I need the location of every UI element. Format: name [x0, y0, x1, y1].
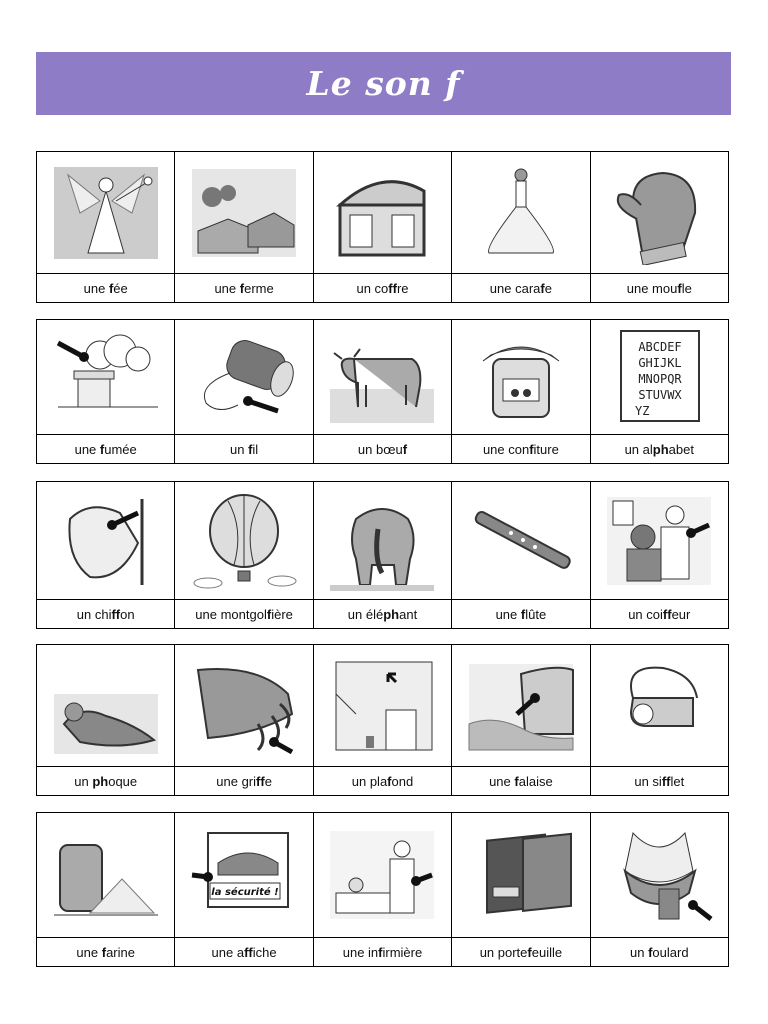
- hairdresser-icon: [603, 489, 715, 593]
- word-label: [37, 274, 174, 302]
- illustration: [314, 320, 451, 435]
- word-part: une gri: [216, 773, 257, 789]
- word-label: [452, 600, 589, 628]
- word-part: un porte: [479, 944, 528, 960]
- f-sound-letters: f: [514, 773, 519, 789]
- illustration: [37, 152, 174, 274]
- claw-icon: [188, 654, 300, 758]
- f-sound-letters: f: [387, 773, 392, 789]
- illustration: [452, 813, 589, 938]
- word-part: une: [74, 441, 100, 457]
- word-part: un: [630, 944, 649, 960]
- svg-text:MNOPQR: MNOPQR: [638, 372, 682, 386]
- word-part: oque: [108, 773, 138, 789]
- word-part: alaise: [518, 773, 553, 789]
- word-part: lûte: [525, 606, 547, 622]
- poster-icon: [188, 823, 300, 927]
- svg-text:ABCDEF: ABCDEF: [638, 340, 682, 354]
- illustration: [452, 645, 589, 767]
- f-sound-letters: f: [520, 606, 526, 622]
- word-part: un élé: [347, 606, 384, 622]
- illustration: [175, 813, 312, 938]
- f-sound-letters: f: [529, 441, 534, 457]
- f-sound-letters: f: [402, 441, 408, 457]
- word-part: ond: [391, 773, 414, 789]
- svg-text:STUVWX: STUVWX: [638, 388, 682, 402]
- illustration: [591, 813, 728, 938]
- word-label: [37, 600, 174, 628]
- word-card: [175, 645, 313, 796]
- word-part: ant: [399, 606, 418, 622]
- illustration: [591, 482, 728, 600]
- f-sound-letters: ph: [383, 606, 400, 622]
- farm-icon: [188, 161, 300, 265]
- word-part: une: [489, 773, 515, 789]
- word-label: [175, 435, 312, 463]
- illustration: [37, 813, 174, 938]
- flour-icon: [50, 823, 162, 927]
- word-card: [452, 152, 590, 303]
- illustration: [452, 320, 589, 435]
- word-card: [591, 152, 729, 303]
- illustration: [37, 482, 174, 600]
- f-sound-letters: f: [248, 441, 253, 457]
- word-part: un si: [634, 773, 662, 789]
- word-label: [591, 600, 728, 628]
- mitten-icon: [603, 161, 715, 265]
- word-row: [36, 812, 729, 967]
- word-card: [37, 320, 175, 464]
- word-label: [37, 767, 174, 795]
- cliff-icon: [465, 654, 577, 758]
- f-sound-letters: f: [101, 944, 107, 960]
- word-label: [175, 767, 312, 795]
- f-sound-letters: ff: [661, 773, 671, 789]
- word-label: [452, 938, 589, 966]
- word-part: une: [76, 944, 102, 960]
- word-label: [314, 600, 451, 628]
- wallet-icon: [465, 823, 577, 927]
- illustration: [591, 152, 728, 274]
- nurse-icon: [326, 823, 438, 927]
- word-part: oulard: [652, 944, 689, 960]
- f-sound-letters: ph: [652, 441, 669, 457]
- word-label: [452, 435, 589, 463]
- jam-jar-icon: [465, 325, 577, 429]
- word-part: une in: [342, 944, 379, 960]
- word-part: ée: [113, 280, 128, 296]
- elephant-icon: [326, 489, 438, 593]
- word-part: let: [670, 773, 685, 789]
- illustration: [37, 320, 174, 435]
- word-part: abet: [668, 441, 694, 457]
- illustration: [591, 645, 728, 767]
- scarf-icon: [603, 823, 715, 927]
- carafe-icon: [465, 161, 577, 265]
- f-sound-letters: f: [99, 441, 105, 457]
- flute-icon: [465, 489, 577, 593]
- illustration: [175, 645, 312, 767]
- word-card: [314, 645, 452, 796]
- word-label: [591, 274, 728, 302]
- word-label: [175, 600, 312, 628]
- illustration: [314, 813, 451, 938]
- f-sound-letters: f: [540, 280, 545, 296]
- f-sound-letters: f: [648, 944, 653, 960]
- word-part: ière: [271, 606, 293, 622]
- word-part: iture: [533, 441, 559, 457]
- illustration: [314, 645, 451, 767]
- word-part: une cara: [489, 280, 541, 296]
- word-part: une a: [211, 944, 245, 960]
- illustration: [175, 482, 312, 600]
- word-label: [452, 274, 589, 302]
- f-sound-letters: ph: [92, 773, 109, 789]
- f-sound-letters: f: [378, 944, 383, 960]
- f-sound-letters: f: [527, 944, 532, 960]
- fairy-icon: [50, 161, 162, 265]
- word-part: euille: [531, 944, 563, 960]
- whistle-icon: [603, 654, 715, 758]
- word-label: [175, 274, 312, 302]
- word-part: une: [83, 280, 109, 296]
- word-label: [37, 938, 174, 966]
- word-part: une con: [482, 441, 530, 457]
- f-sound-letters: ff: [662, 606, 672, 622]
- word-part: un bœu: [357, 441, 403, 457]
- word-row: [36, 481, 729, 629]
- word-part: une montgol: [195, 606, 267, 622]
- word-card: [314, 482, 452, 629]
- svg-text:GHIJKL: GHIJKL: [638, 356, 682, 370]
- f-sound-letters: f: [108, 280, 114, 296]
- word-part: une: [495, 606, 521, 622]
- poster-text: la sécurité !: [211, 887, 279, 898]
- word-part: iche: [252, 944, 277, 960]
- word-part: irmière: [382, 944, 423, 960]
- illustration: [591, 320, 728, 435]
- word-card: [175, 813, 313, 967]
- illustration: [452, 482, 589, 600]
- page-title: Le son f: [306, 64, 461, 103]
- word-label: [314, 274, 451, 302]
- thread-spool-icon: [188, 325, 300, 429]
- word-part: le: [681, 280, 692, 296]
- f-sound-letters: ff: [111, 606, 121, 622]
- word-part: un co: [356, 280, 389, 296]
- f-sound-letters: f: [677, 280, 682, 296]
- illustration: [175, 320, 312, 435]
- f-sound-letters: ff: [244, 944, 253, 960]
- word-part: une: [214, 280, 240, 296]
- word-card: [591, 320, 729, 464]
- word-label: [591, 938, 728, 966]
- word-part: il: [252, 441, 259, 457]
- word-part: umée: [104, 441, 137, 457]
- illustration: [175, 152, 312, 274]
- f-sound-letters: ff: [388, 280, 397, 296]
- word-part: erme: [244, 280, 274, 296]
- word-label: [314, 767, 451, 795]
- word-card: [314, 320, 452, 464]
- word-part: eur: [671, 606, 691, 622]
- word-part: un coi: [628, 606, 663, 622]
- word-card: [37, 813, 175, 967]
- word-card: [591, 645, 729, 796]
- word-card: [37, 152, 175, 303]
- svg-text:YZ: YZ: [635, 404, 650, 418]
- chest-icon: [326, 161, 438, 265]
- word-card: [314, 813, 452, 967]
- word-part: un al: [624, 441, 653, 457]
- word-card: [452, 320, 590, 464]
- ox-icon: [326, 325, 438, 429]
- f-sound-letters: f: [266, 606, 272, 622]
- hot-air-balloon-icon: [188, 489, 300, 593]
- word-part: e: [264, 773, 272, 789]
- alphabet-icon: [603, 325, 715, 429]
- word-part: un pla: [351, 773, 388, 789]
- word-label: [37, 435, 174, 463]
- word-row: [36, 151, 729, 303]
- word-card: [175, 320, 313, 464]
- word-card: [591, 482, 729, 629]
- word-label: [591, 767, 728, 795]
- word-card: [175, 482, 313, 629]
- illustration: [37, 645, 174, 767]
- word-part: une mou: [626, 280, 678, 296]
- word-row: [36, 319, 729, 464]
- word-card: [37, 482, 175, 629]
- word-part: un: [229, 441, 249, 457]
- illustration: [314, 152, 451, 274]
- word-card: [452, 645, 590, 796]
- seal-icon: [50, 654, 162, 758]
- illustration: [314, 482, 451, 600]
- illustration: [452, 152, 589, 274]
- word-label: [591, 435, 728, 463]
- cloth-icon: [50, 489, 162, 593]
- f-sound-letters: f: [239, 280, 245, 296]
- word-row: [36, 644, 729, 796]
- smoke-icon: [50, 325, 162, 429]
- word-card: [37, 645, 175, 796]
- word-part: e: [544, 280, 552, 296]
- word-label: [314, 435, 451, 463]
- title-banner: [36, 52, 731, 115]
- word-part: on: [120, 606, 135, 622]
- word-part: un chi: [76, 606, 112, 622]
- word-label: [314, 938, 451, 966]
- word-label: [175, 938, 312, 966]
- word-label: [452, 767, 589, 795]
- word-card: [591, 813, 729, 967]
- word-card: [175, 152, 313, 303]
- word-card: [314, 152, 452, 303]
- ceiling-icon: [326, 654, 438, 758]
- word-part: re: [396, 280, 409, 296]
- word-part: un: [74, 773, 93, 789]
- word-card: [452, 482, 590, 629]
- word-card: [452, 813, 590, 967]
- f-sound-letters: ff: [256, 773, 265, 789]
- word-part: arine: [106, 944, 135, 960]
